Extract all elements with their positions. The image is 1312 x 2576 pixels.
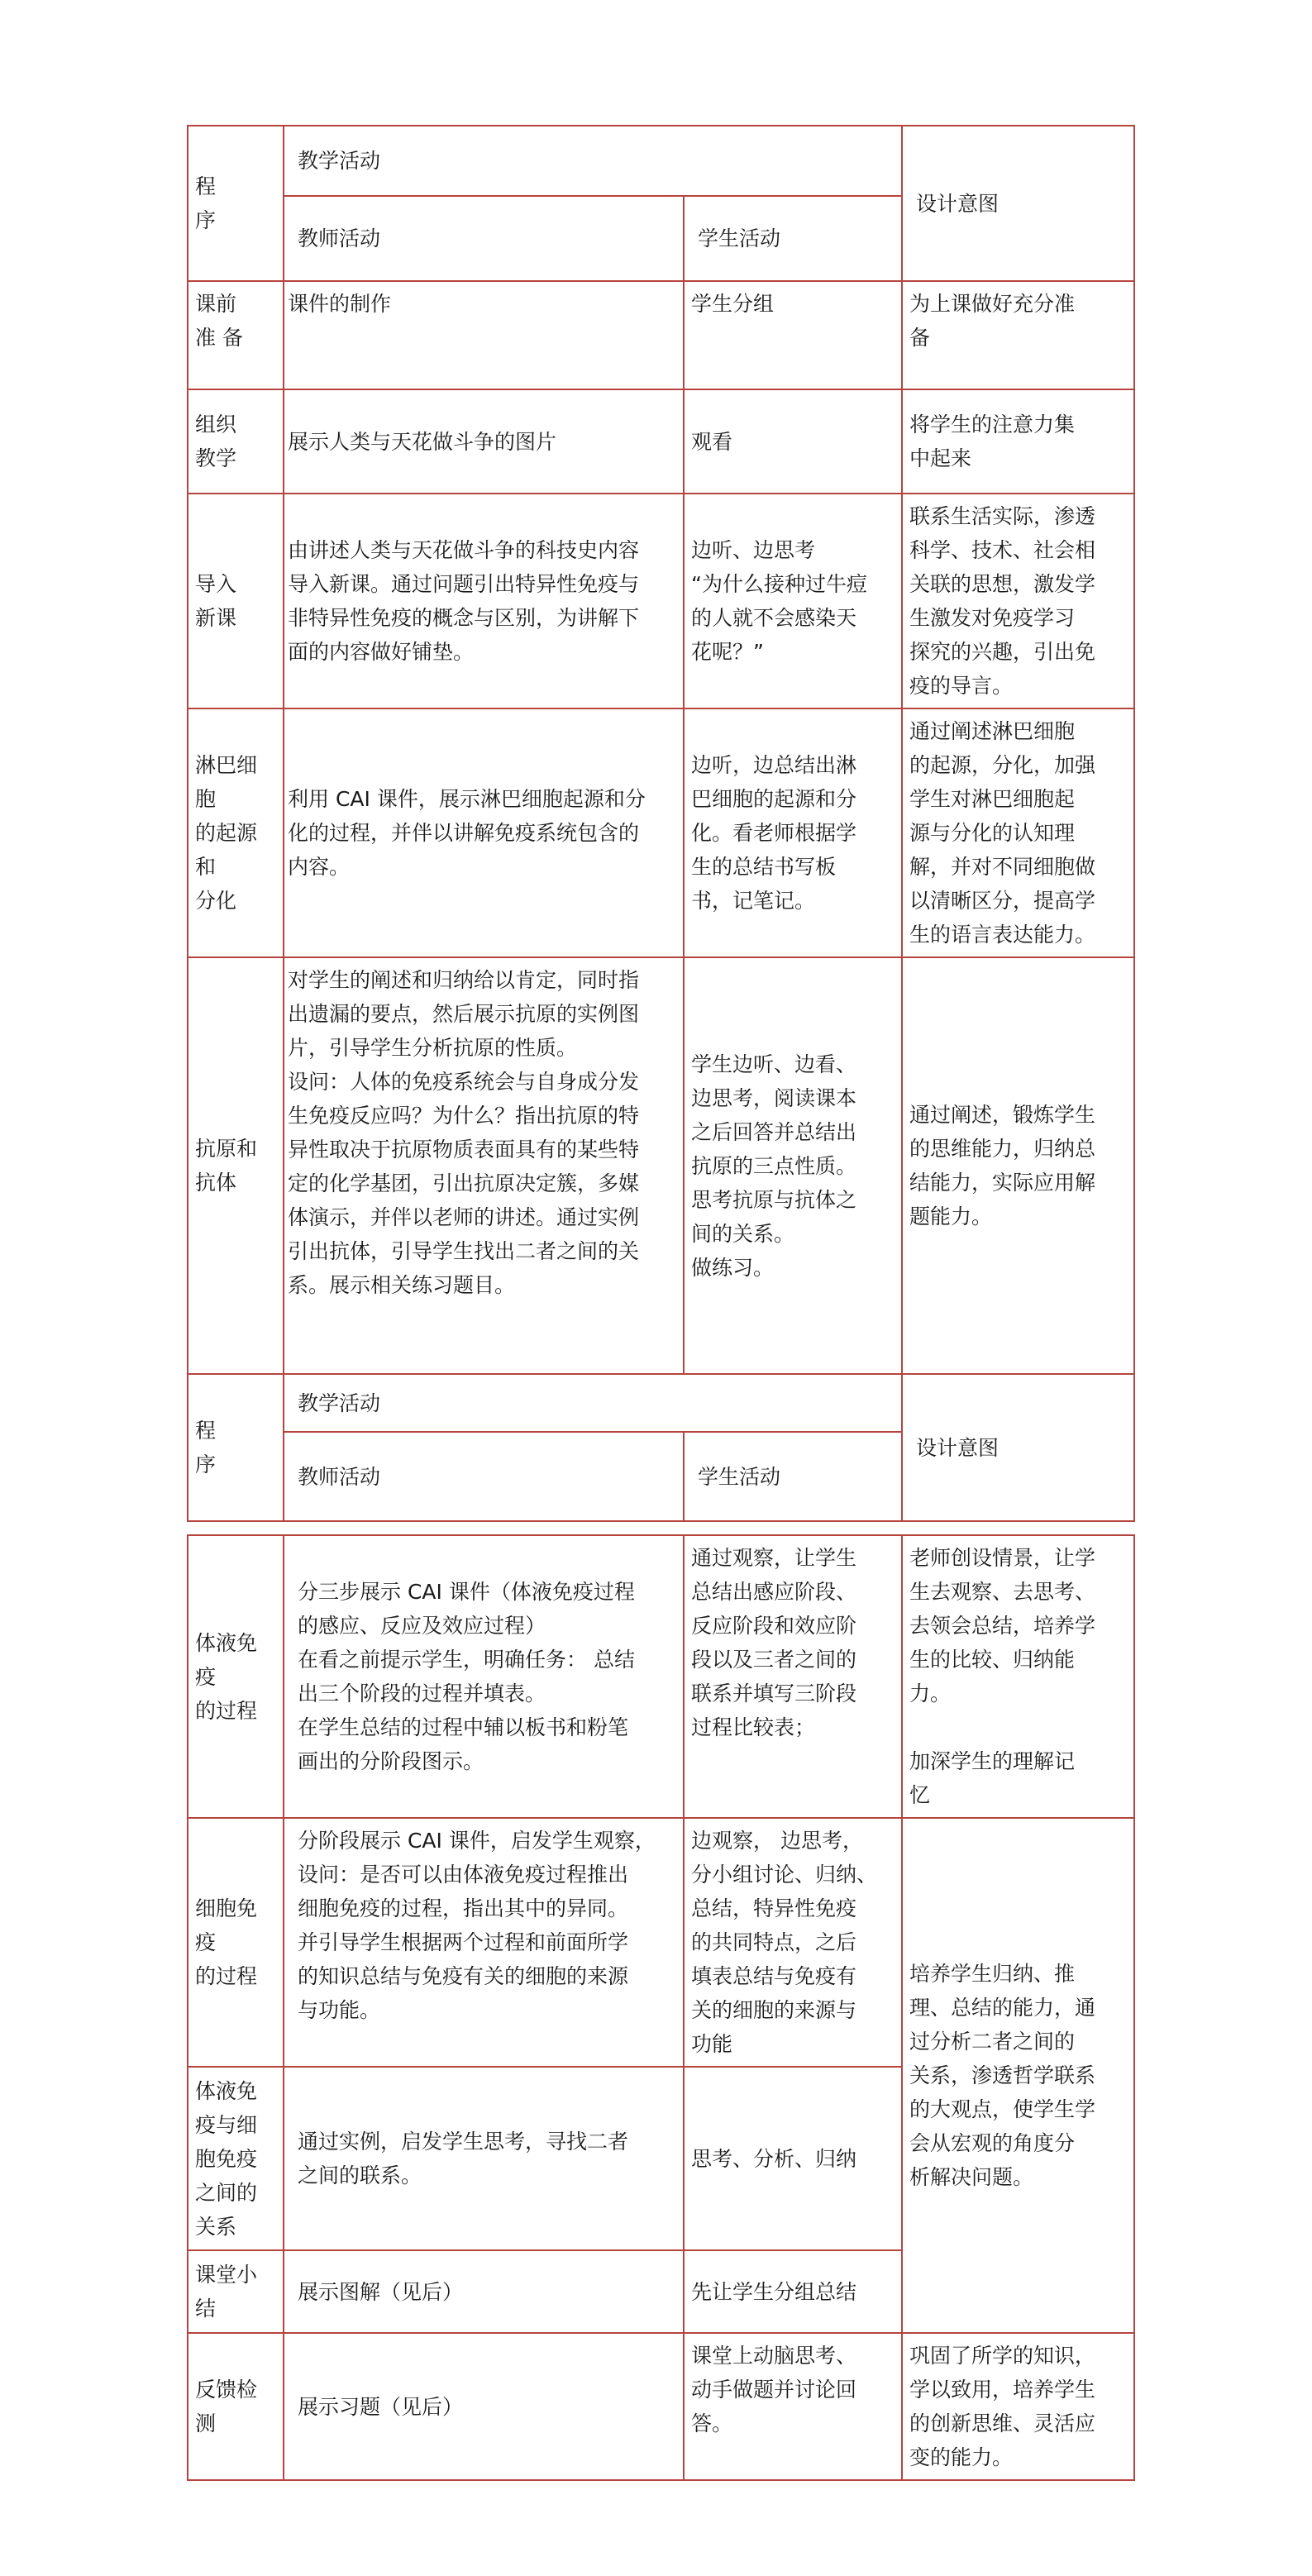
student-activity-cell: 课堂上动脑思考、 动手做题并讨论回 答。 bbox=[684, 2333, 902, 2480]
student-activity-cell: 通过观察，让学生 总结出感应阶段、 反应阶段和效应阶 段以及三者之间的 联系并填写三阶段 过程比较表； bbox=[684, 1535, 902, 1818]
stage-cell: 课堂小 结 bbox=[188, 2250, 284, 2333]
footer-teacher-activity: 教师活动 bbox=[284, 1432, 684, 1521]
design-intent-cell: 老师创设情景，让学 生去观察、去思考、 去领会总结，培养学 生的比较、归纳能 力。 加深学生的理解记 忆 bbox=[902, 1535, 1134, 1818]
stage-cell: 反馈检 测 bbox=[188, 2333, 284, 2480]
footer-program: 程 序 bbox=[188, 1374, 284, 1521]
lesson-plan-table-1 bbox=[187, 125, 1135, 1522]
design-intent-cell: 巩固了所学的知识， 学以致用，培养学生 的创新思维、灵活应 变的能力。 bbox=[902, 2333, 1134, 2480]
header-teaching-activities: 教学活动 bbox=[284, 126, 902, 196]
header-student-activity: 学生活动 bbox=[684, 196, 902, 281]
teacher-activity-cell: 课件的制作 bbox=[284, 281, 684, 389]
student-activity-cell: 边听、边思考 “为什么接种过牛痘 的人就不会感染天 花呢？” bbox=[684, 494, 902, 708]
stage-cell: 抗原和 抗体 bbox=[188, 957, 284, 1374]
teacher-activity-cell: 利用 CAI 课件，展示淋巴细胞起源和分 化的过程，并伴以讲解免疫系统包含的 内容。 bbox=[284, 708, 684, 957]
student-activity-cell: 观看 bbox=[684, 389, 902, 494]
table-row bbox=[188, 957, 1134, 1374]
footer-teaching-activities: 教学活动 bbox=[284, 1374, 902, 1432]
stage-cell: 导入 新课 bbox=[188, 494, 284, 708]
design-intent-cell: 将学生的注意力集 中起来 bbox=[902, 389, 1134, 494]
teacher-activity-cell: 对学生的阐述和归纳给以肯定，同时指 出遗漏的要点，然后展示抗原的实例图 片，引导学生分析抗原的性质。 设问：人体的免疫系统会与自身成分发 生免疫反应吗？为什么？指出抗原的特 异性取决于抗原物质表面具有的某些特 定的化学基团，引出抗原决定簇，多媒 体演示，并伴以老师的讲述。通过实例 引出抗体，引导学生找出二者之间的关 系。展示相关练习题目。 bbox=[284, 957, 684, 1374]
stage-cell: 体液免 疫 的过程 bbox=[188, 1535, 284, 1818]
teacher-activity-cell: 展示人类与天花做斗争的图片 bbox=[284, 389, 684, 494]
design-intent-cell: 培养学生归纳、推 理、总结的能力，通 过分析二者之间的 关系，渗透哲学联系 的大观点，使学生学 会从宏观的角度分 析解决问题。 bbox=[902, 1818, 1134, 2333]
table-row bbox=[188, 494, 1134, 708]
teacher-activity-cell: 由讲述人类与天花做斗争的科技史内容 导入新课。通过问题引出特异性免疫与 非特异性免疫的概念与区别，为讲解下 面的内容做好铺垫。 bbox=[284, 494, 684, 708]
teacher-activity-cell: 分三步展示 CAI 课件（体液免疫过程 的感应、反应及效应过程） 在看之前提示学生，明确任务： 总结 出三个阶段的过程并填表。 在学生总结的过程中辅以板书和粉笔 画出的分阶段图示。 bbox=[284, 1535, 684, 1818]
table-row bbox=[188, 708, 1134, 957]
teacher-activity-cell: 展示习题（见后） bbox=[284, 2333, 684, 2480]
footer-design-intent: 设计意图 bbox=[902, 1374, 1134, 1521]
design-intent-cell: 通过阐述，锻炼学生 的思维能力，归纳总 结能力，实际应用解 题能力。 bbox=[902, 957, 1134, 1374]
teacher-activity-cell: 展示图解（见后） bbox=[284, 2250, 684, 2333]
design-intent-cell: 通过阐述淋巴细胞 的起源，分化，加强 学生对淋巴细胞起 源与分化的认知理 解，并对不同细胞做 以清晰区分，提高学 生的语言表达能力。 bbox=[902, 708, 1134, 957]
header-design-intent: 设计意图 bbox=[902, 126, 1134, 281]
stage-cell: 淋巴细胞 的起源和 分化 bbox=[188, 708, 284, 957]
table-row bbox=[188, 1535, 1134, 1818]
table-row bbox=[188, 2333, 1134, 2480]
stage-cell: 课前 准 备 bbox=[188, 281, 284, 389]
footer-student-activity: 学生活动 bbox=[684, 1432, 902, 1521]
teacher-activity-cell: 通过实例，启发学生思考，寻找二者 之间的联系。 bbox=[284, 2067, 684, 2250]
student-activity-cell: 先让学生分组总结 bbox=[684, 2250, 902, 2333]
table-row bbox=[188, 1818, 1134, 2067]
stage-cell: 体液免 疫与细 胞免疫 之间的 关系 bbox=[188, 2067, 284, 2250]
header-teacher-activity: 教师活动 bbox=[284, 196, 684, 281]
student-activity-cell: 学生分组 bbox=[684, 281, 902, 389]
student-activity-cell: 边听，边总结出淋 巴细胞的起源和分 化。看老师根据学 生的总结书写板 书，记笔记。 bbox=[684, 708, 902, 957]
table-row bbox=[188, 281, 1134, 389]
stage-cell: 组织 教学 bbox=[188, 389, 284, 494]
lesson-plan-table-2 bbox=[187, 1534, 1135, 2481]
teacher-activity-cell: 分阶段展示 CAI 课件，启发学生观察， 设问：是否可以由体液免疫过程推出 细胞免疫的过程，指出其中的异同。 并引导学生根据两个过程和前面所学 的知识总结与免疫有关的细胞的来源 与功能。 bbox=[284, 1818, 684, 2067]
header-program: 程 序 bbox=[188, 126, 284, 281]
design-intent-cell: 联系生活实际，渗透 科学、技术、社会相 关联的思想，激发学 生激发对免疫学习 探究的兴趣，引出免 疫的导言。 bbox=[902, 494, 1134, 708]
student-activity-cell: 学生边听、边看、 边思考，阅读课本 之后回答并总结出 抗原的三点性质。 思考抗原与抗体之 间的关系。 做练习。 bbox=[684, 957, 902, 1374]
student-activity-cell: 边观察， 边思考， 分小组讨论、归纳、 总结，特异性免疫 的共同特点，之后 填表总结与免疫有 关的细胞的来源与 功能 bbox=[684, 1818, 902, 2067]
design-intent-cell: 为上课做好充分准 备 bbox=[902, 281, 1134, 389]
stage-cell: 细胞免 疫 的过程 bbox=[188, 1818, 284, 2067]
table-row bbox=[188, 389, 1134, 494]
student-activity-cell: 思考、分析、归纳 bbox=[684, 2067, 902, 2250]
